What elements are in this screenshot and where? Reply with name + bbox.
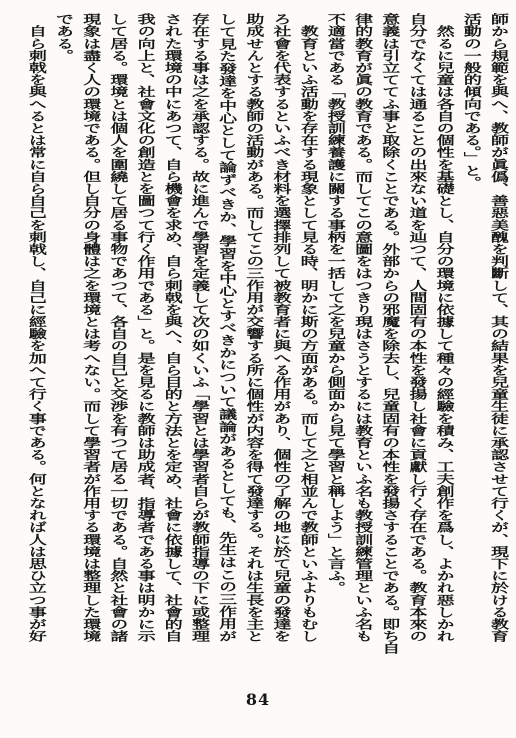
text-column: 律的教育が眞の教育である。而してこの意圖をはつきり現はさうとするには教育といふ名も教授訓練管理といふ名も — [352, 13, 374, 642]
text-column: 助成せんとする教師の活動がある。而してこの三作用が交響する所に個性が内容を得て發達する。それは生長を主と — [243, 13, 265, 642]
text-column: 自分でなくては通ることの出來ない道を辿つて、人間固有の本性を發揚し社會に貢獻し行く存在である。教育本來の — [406, 13, 428, 642]
text-column: 存在する事は之を承認する。故に進んで學習を定義して次の如くいふ「學習とは學習者自らが教師指導の下に或整理 — [188, 13, 210, 642]
page-number: 84 — [245, 690, 271, 709]
text-column: 教育といふ活動を存在する現象として見る時、明かに斯の方面がある。而して之と相並んで教師といふよりもむし — [297, 25, 319, 642]
text-column: 意義は引立ててふ事と取除くことである。外部からの邪魔を除去し、兒童固有の本性を發揚さすることである。即ち自 — [379, 13, 401, 655]
text-column: 自ら刺戟を與へるとは常に自ら自己を刺戟し、自己に經驗を加へて行く事である。何となれば人は思ひ立つ事が好 — [25, 25, 47, 642]
text-column: 現象は盡く人の環境である。但し自分の身體は之を環境とは考へない。而して學習者が作用する環境は整理した環境 — [80, 13, 102, 642]
text-column: された環境の中にあつて、自ら機會を求め、自ら刺戟を與へ、自ら目的と方法とを定め、社會に依據して、社會的自 — [161, 13, 183, 642]
text-column: 活動の一般的傾向である。」と。 — [460, 13, 482, 189]
text-column: 然るに兒童は各自の個性を基礎とし、自分の環境に依據して種々の經驗を積み、工夫創作を爲し、よかれ惡しかれ — [433, 25, 455, 642]
text-column: 師から規範を與へ、教師が眞僞、善惡美醜を判斷して、其の結果を兒童生徒に承認させて行くが、現下に於ける教育 — [488, 13, 509, 642]
text-column: 我の向上と、社會文化の創造とを圖つて行く作用である」と。是を見るに教師は助成者、指導者である事は明かに示 — [134, 13, 156, 642]
text-column: である。 — [53, 13, 74, 62]
text-column: 不適當である「教授訓練養護に關する事柄を一括して之を兒童から側面から見て學習と稱しよう」と言ふ。 — [324, 13, 346, 594]
text-column: して居る。環境とは個人を圍繞して居る事物であつて、各自の自己と交渉を有つて居る一切である。自然と社會の諸 — [107, 13, 129, 642]
text-column: ろ社會を代表するといふべき材料を選擇排列して被教育者に與へる作用があり、個性の了解の地に於て兒童の發達を — [270, 13, 292, 642]
text-body — [22, 13, 512, 655]
text-column: して見た發達を中心として論ずべきか、學習を中心とすべきかについて議論があるとしても、先生はこの三作用が — [216, 13, 238, 642]
